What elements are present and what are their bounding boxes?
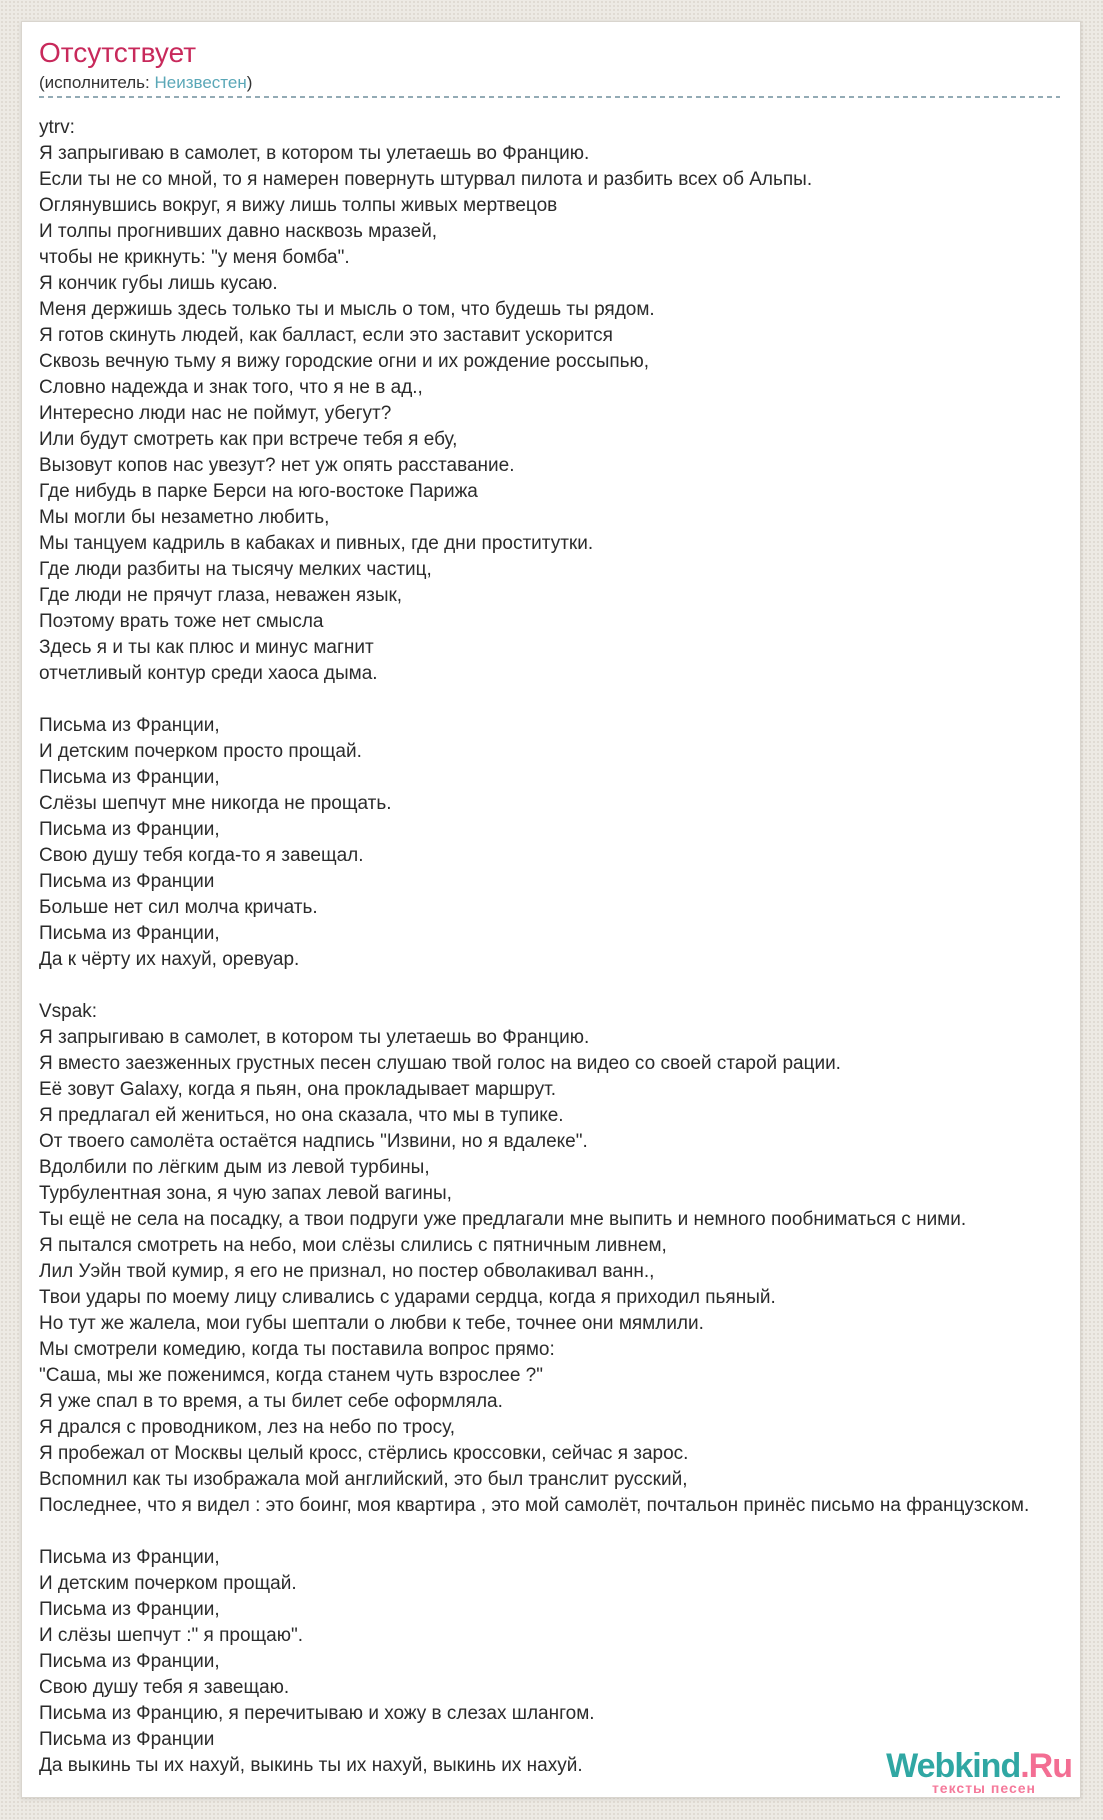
lyric-line: Свою душу тебя я завещаю. — [39, 1677, 290, 1698]
lyric-line: Я запрыгиваю в самолет, в котором ты улетаешь во Францию. — [39, 143, 590, 164]
song-title: Отсутствует — [39, 37, 197, 68]
lyric-line: Да выкинь ты их нахуй, выкинь ты их нахуй, выкинь их нахуй. — [39, 1755, 583, 1776]
lyric-line: Твои удары по моему лицу сливались с ударами сердца, когда я приходил пьяный. — [39, 1287, 776, 1308]
lyric-line: Vspak: — [39, 1001, 98, 1022]
lyric-line: Письма из Франции, — [39, 923, 220, 944]
lyric-line: Интересно люди нас не поймут, убегут? — [39, 403, 392, 424]
lyric-line: Где люди разбиты на тысячу мелких частиц, — [39, 559, 432, 580]
lyric-line: Письма из Франции, — [39, 819, 220, 840]
lyric-line: Письма из Франции — [39, 1729, 215, 1750]
lyric-line: Письма из Франции — [39, 871, 215, 892]
lyric-line: Письма из Франции, — [39, 1599, 220, 1620]
lyric-line: Вдолбили по лёгким дым из левой турбины, — [39, 1157, 430, 1178]
lyric-line: Мы танцуем кадриль в кабаках и пивных, где дни проститутки. — [39, 533, 594, 554]
webkind-logo[interactable] — [886, 1749, 1072, 1795]
lyric-line: Мы смотрели комедию, когда ты поставила вопрос прямо: — [39, 1339, 555, 1360]
lyrics-card — [21, 21, 1081, 1798]
lyric-line: Письма из Франции, — [39, 715, 220, 736]
artist-label-suffix: ) — [246, 73, 253, 92]
lyric-line: Я вместо заезженных грустных песен слушаю твой голос на видео со своей старой рации. — [39, 1053, 841, 1074]
lyric-line: "Саша, мы же поженимся, когда станем чуть взрослее ?" — [39, 1365, 543, 1386]
lyric-line: Последнее, что я видел : это боинг, моя квартира , это мой самолёт, почтальон принёс письмо на французском. — [39, 1495, 1030, 1516]
lyric-line: Письма из Франции, — [39, 1651, 220, 1672]
lyric-line: Я дрался с проводником, лез на небо по тросу, — [39, 1417, 455, 1438]
lyric-line: Здесь я и ты как плюс и минус магнит — [39, 637, 374, 658]
lyric-line: И толпы прогнивших давно насквозь мразей, — [39, 221, 438, 242]
lyric-line: Мы могли бы незаметно любить, — [39, 507, 330, 528]
artist-label-prefix: (исполнитель: — [39, 73, 155, 92]
lyric-line: Я предлагал ей жениться, но она сказала, что мы в тупике. — [39, 1105, 564, 1126]
lyric-line: И детским почерком прощай. — [39, 1573, 297, 1594]
lyric-line: Я кончик губы лишь кусаю. — [39, 273, 278, 294]
lyric-line: Да к чёрту их нахуй, оревуар. — [39, 949, 300, 970]
lyric-line: Лил Уэйн твой кумир, я его не признал, но постер обволакивал ванн., — [39, 1261, 655, 1282]
lyric-line: Или будут смотреть как при встрече тебя я ебу, — [39, 429, 458, 450]
lyric-line: Я готов скинуть людей, как балласт, если это заставит ускорится — [39, 325, 613, 346]
lyric-line: Турбулентная зона, я чую запах левой вагины, — [39, 1183, 452, 1204]
lyric-line: И слёзы шепчут :" я прощаю". — [39, 1625, 303, 1646]
webkind-logo-text — [886, 1749, 1072, 1783]
lyric-line: Я запрыгиваю в самолет, в котором ты улетаешь во Францию. — [39, 1027, 590, 1048]
lyric-line: Поэтому врать тоже нет смысла — [39, 611, 324, 632]
artist-line — [39, 72, 1060, 93]
lyric-line: Я пробежал от Москвы целый кросс, стёрлись кроссовки, сейчас я зарос. — [39, 1443, 689, 1464]
lyric-line: Письма из Францию, я перечитываю и хожу в слезах шлангом. — [39, 1703, 595, 1724]
lyric-line: ytrv: — [39, 117, 75, 138]
lyric-line: И детским почерком просто прощай. — [39, 741, 362, 762]
lyric-line: Вспомнил как ты изображала мой английский, это был транслит русский, — [39, 1469, 688, 1490]
logo-tagline: тексты песен — [931, 1780, 1036, 1796]
lyric-line: чтобы не крикнуть: "у меня бомба". — [39, 247, 350, 268]
lyric-line — [39, 1519, 1060, 1545]
lyric-line: Вызовут копов нас увезут? нет уж опять расставание. — [39, 455, 515, 476]
lyric-line: Оглянувшись вокруг, я вижу лишь толпы живых мертвецов — [39, 195, 558, 216]
lyric-line: Письма из Франции, — [39, 767, 220, 788]
lyric-line: Но тут же жалела, мои губы шептали о любви к тебе, точнее они мямлили. — [39, 1313, 704, 1334]
lyric-line: От твоего самолёта остаётся надпись "Извини, но я вдалеке". — [39, 1131, 588, 1152]
logo-ru-part: .Ru — [1020, 1747, 1072, 1785]
lyric-line: Где люди не прячут глаза, неважен язык, — [39, 585, 403, 606]
lyric-line: Ты ещё не села на посадку, а твои подруги уже предлагали мне выпить и немного пообниматься с ними. — [39, 1209, 967, 1230]
lyric-line: Письма из Франции, — [39, 1547, 220, 1568]
logo-webkind-part: Webkind — [886, 1747, 1021, 1785]
lyric-line: Меня держишь здесь только ты и мысль о том, что будешь ты рядом. — [39, 299, 655, 320]
lyric-line: Словно надежда и знак того, что я не в ад., — [39, 377, 423, 398]
lyric-line: Слёзы шепчут мне никогда не прощать. — [39, 793, 392, 814]
lyric-line: Свою душу тебя когда-то я завещал. — [39, 845, 364, 866]
lyric-line: Я пытался смотреть на небо, мои слёзы слились с пятничным ливнем, — [39, 1235, 667, 1256]
lyric-line: Сквозь вечную тьму я вижу городские огни и их рождение россыпью, — [39, 351, 650, 372]
lyric-line: Её зовут Galaxy, когда я пьян, она прокладывает маршрут. — [39, 1079, 556, 1100]
lyric-line: Я уже спал в то время, а ты билет себе оформляла. — [39, 1391, 503, 1412]
lyric-line: Больше нет сил молча кричать. — [39, 897, 318, 918]
lyrics-text — [39, 115, 1060, 1779]
lyric-line: Если ты не со мной, то я намерен повернуть штурвал пилота и разбить всех об Альпы. — [39, 169, 813, 190]
lyric-line: отчетливый контур среди хаоса дыма. — [39, 663, 378, 684]
artist-link[interactable]: Неизвестен — [154, 73, 247, 92]
lyric-line — [39, 973, 1060, 999]
lyric-line — [39, 687, 1060, 713]
lyric-line: Где нибудь в парке Берси на юго-востоке Парижа — [39, 481, 478, 502]
dashed-separator — [39, 96, 1060, 98]
